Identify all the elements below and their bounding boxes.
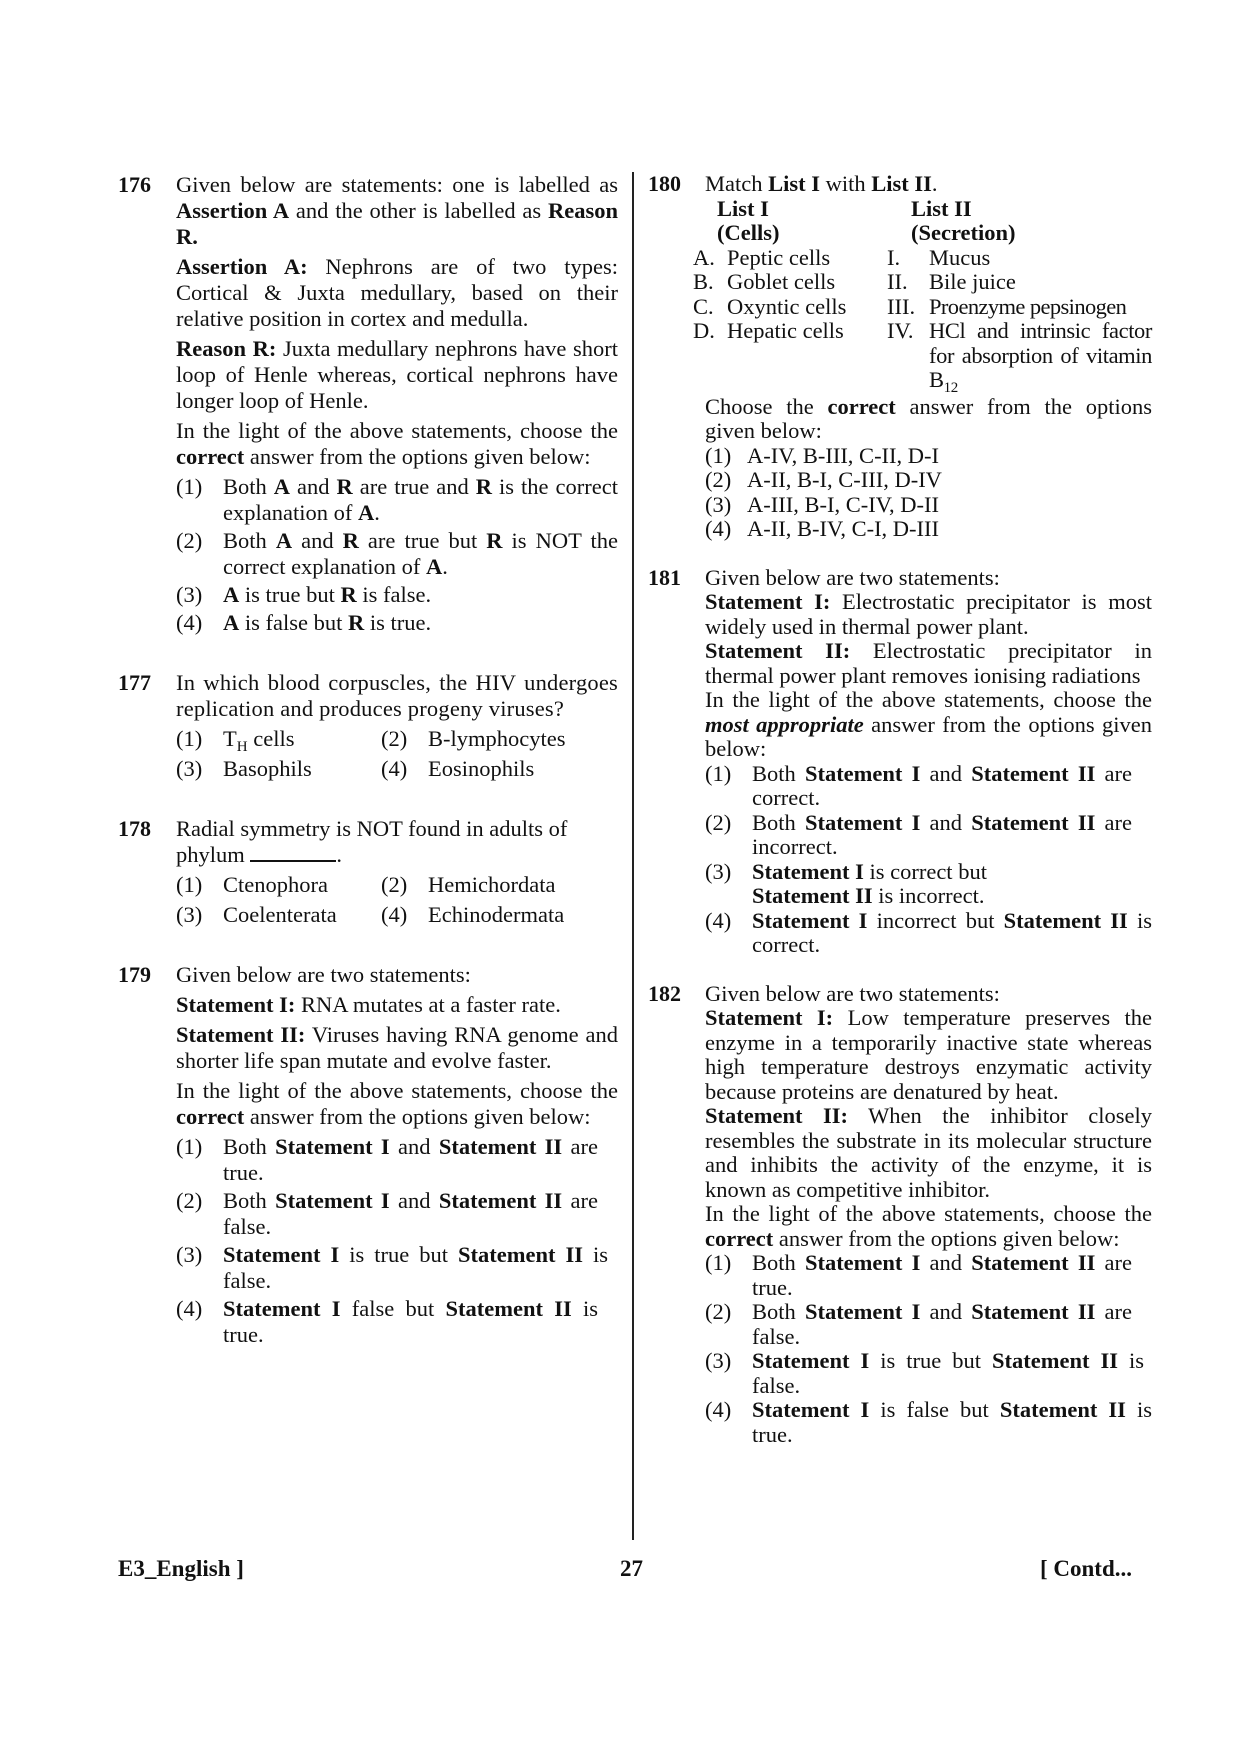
footer-code: E3_English ]: [118, 1556, 244, 1581]
option-3[interactable]: (3) Statement I is true but Statement II is false.: [705, 1348, 1144, 1398]
option-3[interactable]: (3) Basophils: [176, 756, 312, 781]
option-4[interactable]: (4) Statement I false but Statement II is true.: [176, 1296, 598, 1347]
instruction: In the light of the above statements, choose the correct answer from the options given below:: [176, 418, 618, 469]
question-176: [118, 172, 618, 636]
option-3[interactable]: (3) A-III, B-I, C-IV, D-II: [705, 491, 940, 517]
question-number: 179: [118, 962, 151, 987]
option-1[interactable]: (1) Both Statement I and Statement II are true.: [176, 1134, 598, 1185]
question-number: 177: [118, 670, 151, 695]
option-4[interactable]: (4) A is false but R is true.: [176, 610, 432, 635]
option-2[interactable]: (2) A-II, B-I, C-III, D-IV: [705, 467, 942, 492]
footer-continued: [ Contd...: [1040, 1556, 1133, 1581]
statement-2: Statement II: When the inhibitor closely resembles the substrate in its molecular structure and inhibits the activity of the enzyme, it is known as competitive inhibitor.: [705, 1103, 1152, 1202]
statement-1: Statement I: RNA mutates at a faster rate.: [176, 992, 561, 1017]
options-grid: [176, 726, 618, 782]
question-number: 176: [118, 172, 151, 197]
instruction: In the light of the above statements, choose the correct answer from the options given below:: [705, 1201, 1152, 1251]
assertion: Assertion A: Nephrons are of two types: Cortical & Juxta medullary, based on their relative position in cortex and medulla.: [176, 254, 618, 331]
instruction: In the light of the above statements, choose the correct answer from the options given below:: [176, 1078, 618, 1129]
option-1[interactable]: (1) A-IV, B-III, C-II, D-I: [705, 442, 940, 468]
question-text: Radial symmetry is NOT found in adults of phylum .: [176, 816, 568, 867]
options-grid: [176, 872, 618, 928]
question-number: 181: [648, 564, 681, 590]
match-table-header: List I List II (Cells) (Secretion): [717, 195, 1016, 245]
match-row: C. Oxyntic cells III. Proenzyme pepsinogen: [693, 293, 1127, 319]
option-3[interactable]: (3) A is true but R is false.: [176, 582, 432, 607]
question-intro: Given below are two statements:: [176, 962, 471, 987]
question-intro: Match List I with List II.: [705, 171, 938, 196]
match-table: [693, 195, 1152, 396]
question-number: 178: [118, 816, 151, 841]
question-intro: Given below are statements: one is labelled as Assertion A and the other is labelled as Reason R.: [176, 172, 619, 249]
option-4[interactable]: (4) Statement I is false but Statement II is true.: [705, 1397, 1153, 1447]
option-4[interactable]: (4) Eosinophils: [381, 756, 535, 781]
question-181: [648, 566, 1152, 958]
option-2[interactable]: (2) Both A and R are true but R is NOT the correct explanation of A.: [176, 528, 618, 579]
reason: Reason R: Juxta medullary nephrons have short loop of Henle whereas, cortical nephrons have longer loop of Henle.: [176, 336, 618, 413]
statement-1: Statement I: Low temperature preserves the enzyme in a temporarily inactive state whereas high temperature destroys enzymatic activity because proteins are denatured by heat.: [705, 1005, 1152, 1104]
option-1[interactable]: (1) Ctenophora: [176, 872, 328, 897]
option-2[interactable]: (2) B-lymphocytes: [381, 726, 566, 751]
option-1[interactable]: (1) Both Statement I and Statement II are true.: [705, 1250, 1132, 1300]
option-2[interactable]: (2) Both Statement I and Statement II are false.: [176, 1188, 598, 1239]
question-179: [118, 962, 618, 1348]
option-4[interactable]: (4) Statement I incorrect but Statement II is correct.: [705, 907, 1152, 957]
question-178: [118, 816, 618, 928]
left-column: [118, 172, 618, 1348]
question-180: [648, 172, 1152, 542]
right-column: [648, 172, 1152, 1447]
option-2[interactable]: (2) Both Statement I and Statement II are incorrect.: [705, 809, 1132, 859]
question-text: In which blood corpuscles, the HIV undergoes replication and produces progeny viruses?: [176, 670, 618, 721]
question-intro: Given below are two statements:: [705, 564, 1000, 590]
question-177: [118, 670, 618, 782]
option-2[interactable]: (2) Hemichordata: [381, 872, 556, 897]
question-number: 180: [648, 171, 681, 196]
option-4[interactable]: (4) A-II, B-IV, C-I, D-III: [705, 516, 940, 541]
option-3[interactable]: (3) Coelenterata: [176, 902, 337, 927]
page-number: 27: [620, 1556, 643, 1581]
option-3[interactable]: (3) Statement I is true but Statement II is false.: [176, 1242, 608, 1293]
statement-1: Statement I: Electrostatic precipitator is most widely used in thermal power plant.: [705, 589, 1152, 639]
match-row: A. Peptic cells I. Mucus: [693, 244, 991, 270]
option-4[interactable]: (4) Echinodermata: [381, 902, 565, 927]
option-1[interactable]: (1) Both A and R are true and R is the correct explanation of A.: [176, 474, 619, 525]
question-182: [648, 982, 1152, 1448]
option-1[interactable]: (1) $T_H$ cells: [176, 726, 295, 755]
column-divider: [632, 172, 634, 1540]
match-row: D. Hepatic cells IV. HCl and intrinsic factor for absorption of vitamin $B_{12}$: [693, 318, 1152, 396]
question-number: 182: [648, 980, 681, 1006]
match-row: B. Goblet cells II. Bile juice: [693, 269, 1016, 294]
option-3[interactable]: (3) Statement I is correct but Statement II is incorrect.: [705, 858, 987, 908]
statement-2: Statement II: Electrostatic precipitator in thermal power plant removes ionising radiations: [705, 638, 1152, 688]
statement-2: Statement II: Viruses having RNA genome and shorter life span mutate and evolve faster.: [176, 1022, 618, 1073]
instruction: In the light of the above statements, choose the most appropriate answer from the options given below:: [705, 687, 1152, 761]
option-1[interactable]: (1) Both Statement I and Statement II are correct.: [705, 760, 1132, 810]
answer-blank: [250, 842, 336, 862]
instruction: Choose the correct answer from the options given below:: [705, 393, 1152, 443]
question-intro: Given below are two statements:: [705, 980, 1000, 1006]
option-2[interactable]: (2) Both Statement I and Statement II are false.: [705, 1299, 1132, 1349]
